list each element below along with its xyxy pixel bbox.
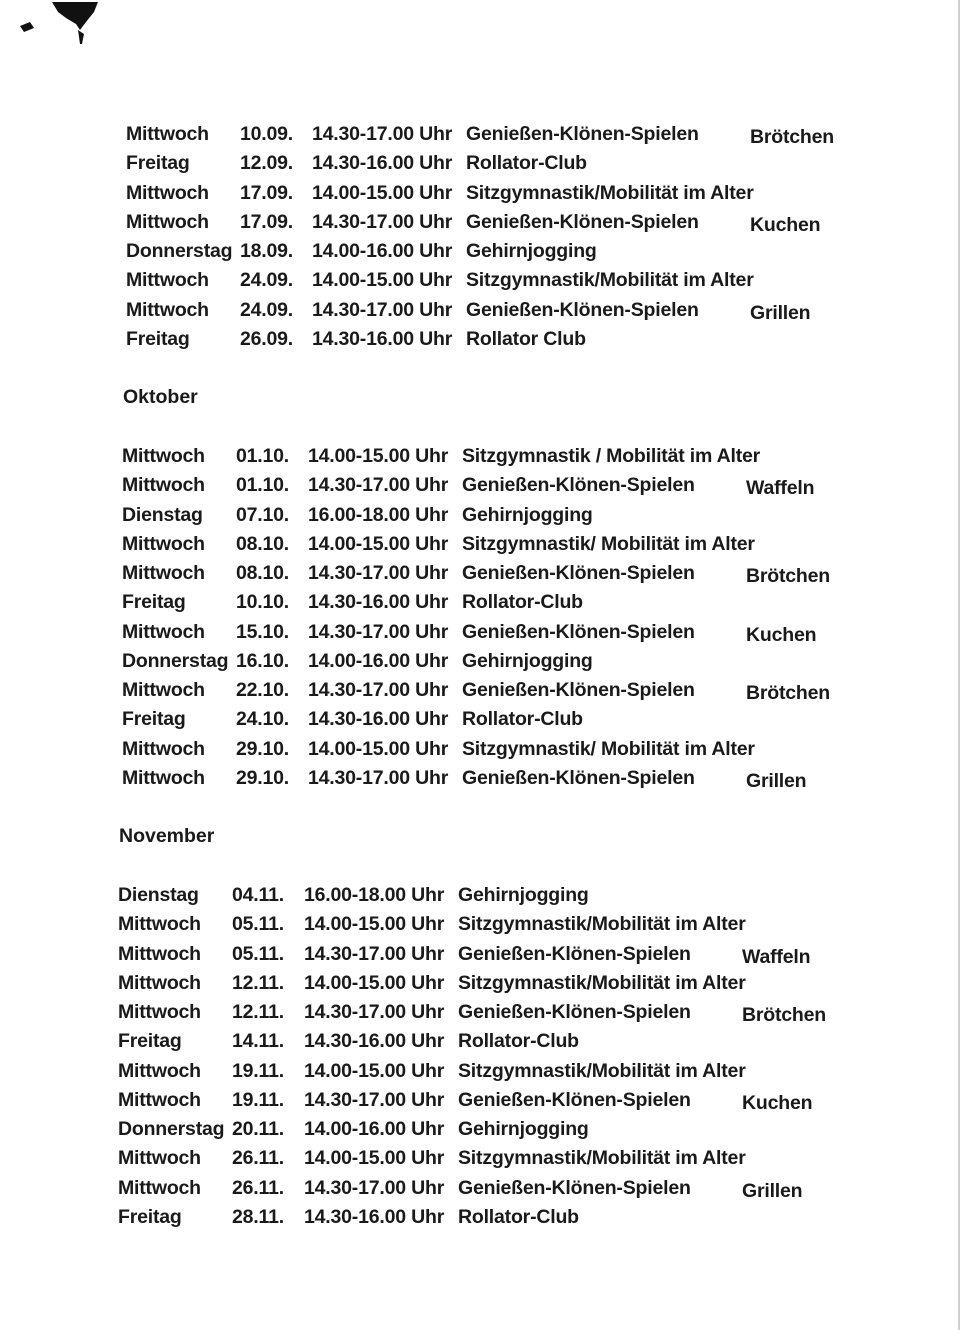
schedule-row	[126, 237, 960, 265]
weekday-cell: Mittwoch	[126, 210, 209, 233]
date-cell: 07.10.	[236, 503, 290, 526]
time-cell: 14.00-15.00 Uhr	[304, 1059, 445, 1082]
time-cell: 14.30-17.00 Uhr	[308, 766, 449, 789]
month-heading-november: November	[119, 825, 215, 847]
date-cell: 29.10.	[236, 737, 290, 760]
activity-cell: Genießen-Klönen-Spielen	[462, 474, 695, 497]
activity-cell: Genießen-Klönen-Spielen	[458, 1176, 691, 1199]
time-cell: 14.30-17.00 Uhr	[304, 1001, 445, 1024]
time-cell: 14.30-17.00 Uhr	[308, 474, 449, 497]
weekday-cell: Freitag	[118, 1205, 182, 1228]
date-cell: 16.10.	[236, 649, 290, 672]
schedule-row	[122, 705, 960, 733]
activity-cell: Rollator-Club	[462, 591, 583, 614]
time-cell: 14.30-16.00 Uhr	[304, 1205, 445, 1228]
date-cell: 28.11.	[232, 1205, 284, 1228]
date-cell: 24.09.	[240, 269, 294, 292]
weekday-cell: Mittwoch	[122, 620, 205, 643]
weekday-cell: Freitag	[126, 327, 190, 350]
schedule-row	[126, 296, 960, 324]
time-cell: 14.00-16.00 Uhr	[312, 240, 453, 263]
activity-cell: Sitzgymnastik/Mobilität im Alter	[458, 913, 746, 936]
time-cell: 14.30-17.00 Uhr	[312, 123, 453, 145]
time-cell: 14.00-15.00 Uhr	[308, 532, 449, 555]
schedule-row	[126, 266, 960, 294]
activity-cell: Genießen-Klönen-Spielen	[458, 1001, 691, 1024]
date-cell: 01.10.	[236, 474, 290, 497]
schedule-row	[118, 969, 960, 997]
schedule-row	[118, 1086, 960, 1114]
date-cell: 08.10.	[236, 562, 290, 585]
date-cell: 08.10.	[236, 532, 290, 555]
activity-cell: Genießen-Klönen-Spielen	[466, 210, 699, 233]
activity-cell: Sitzgymnastik/Mobilität im Alter	[466, 269, 754, 292]
date-cell: 20.11.	[232, 1118, 284, 1141]
time-cell: 14.00-15.00 Uhr	[312, 269, 453, 292]
schedule-row	[122, 647, 960, 675]
time-cell: 14.00-16.00 Uhr	[308, 649, 449, 672]
weekday-cell: Mittwoch	[126, 269, 209, 292]
activity-cell: Rollator-Club	[458, 1030, 579, 1053]
schedule-row	[118, 910, 960, 938]
activity-cell: Sitzgymnastik/Mobilität im Alter	[458, 1147, 746, 1170]
date-cell: 26.11.	[232, 1147, 284, 1170]
weekday-cell: Donnerstag	[118, 1118, 225, 1141]
activity-cell: Genießen-Klönen-Spielen	[462, 679, 695, 702]
activity-cell: Genießen-Klönen-Spielen	[462, 620, 695, 643]
ink-blot-mark	[14, 0, 104, 48]
weekday-cell: Mittwoch	[126, 123, 209, 145]
note-cell: Brötchen	[750, 126, 834, 148]
schedule-row	[118, 1027, 960, 1055]
date-cell: 12.11.	[232, 1001, 284, 1024]
note-cell: Kuchen	[750, 213, 821, 236]
date-cell: 24.10.	[236, 708, 290, 731]
date-cell: 14.11.	[232, 1030, 284, 1053]
schedule-row	[126, 149, 960, 177]
date-cell: 05.11.	[232, 942, 284, 965]
time-cell: 14.30-17.00 Uhr	[304, 1176, 445, 1199]
schedule-row	[122, 618, 960, 646]
time-cell: 14.30-17.00 Uhr	[304, 1088, 445, 1111]
weekday-cell: Mittwoch	[118, 1088, 201, 1111]
time-cell: 14.30-17.00 Uhr	[312, 298, 453, 321]
date-cell: 10.10.	[236, 591, 290, 614]
weekday-cell: Mittwoch	[122, 766, 205, 789]
schedule-row	[118, 1203, 960, 1231]
activity-cell: Rollator-Club	[458, 1205, 579, 1228]
activity-cell: Gehirnjogging	[466, 240, 597, 263]
activity-cell: Genießen-Klönen-Spielen	[458, 942, 691, 965]
schedule-row	[122, 559, 960, 587]
activity-cell: Rollator-Club	[466, 152, 587, 175]
time-cell: 14.30-17.00 Uhr	[308, 679, 449, 702]
schedule-row	[122, 764, 960, 792]
schedule-row	[118, 1144, 960, 1172]
time-cell: 14.30-17.00 Uhr	[304, 942, 445, 965]
schedule-row	[122, 676, 960, 704]
schedule-row	[122, 471, 960, 499]
date-cell: 29.10.	[236, 766, 290, 789]
date-cell: 12.09.	[240, 152, 294, 175]
date-cell: 05.11.	[232, 913, 284, 936]
weekday-cell: Mittwoch	[118, 942, 201, 965]
note-cell: Grillen	[742, 1179, 803, 1202]
schedule-row	[122, 735, 960, 763]
weekday-cell: Mittwoch	[126, 181, 209, 204]
time-cell: 14.00-15.00 Uhr	[304, 971, 445, 994]
schedule-row	[126, 325, 960, 353]
weekday-cell: Mittwoch	[126, 298, 209, 321]
schedule-row	[118, 998, 960, 1026]
time-cell: 14.30-16.00 Uhr	[308, 591, 449, 614]
time-cell: 14.30-17.00 Uhr	[308, 620, 449, 643]
weekday-cell: Dienstag	[122, 503, 203, 526]
date-cell: 12.11.	[232, 971, 284, 994]
note-cell: Grillen	[746, 769, 807, 792]
time-cell: 16.00-18.00 Uhr	[308, 503, 449, 526]
schedule-row	[122, 530, 960, 558]
date-cell: 19.11.	[232, 1059, 284, 1082]
activity-cell: Genießen-Klönen-Spielen	[462, 562, 695, 585]
activity-cell: Sitzgymnastik/Mobilität im Alter	[466, 181, 754, 204]
weekday-cell: Mittwoch	[118, 971, 201, 994]
activity-cell: Sitzgymnastik/Mobilität im Alter	[458, 1059, 746, 1082]
activity-cell: Gehirnjogging	[462, 649, 593, 672]
activity-cell: Gehirnjogging	[458, 884, 589, 906]
note-cell: Kuchen	[742, 1091, 813, 1114]
weekday-cell: Dienstag	[118, 884, 199, 906]
weekday-cell: Freitag	[118, 1030, 182, 1053]
schedule-row	[118, 1057, 960, 1085]
activity-cell: Rollator-Club	[462, 708, 583, 731]
date-cell: 17.09.	[240, 181, 294, 204]
time-cell: 14.30-16.00 Uhr	[312, 152, 453, 175]
weekday-cell: Donnerstag	[126, 240, 233, 263]
note-cell: Grillen	[750, 301, 811, 324]
note-cell: Brötchen	[746, 565, 830, 588]
schedule-row	[126, 179, 960, 207]
schedule-row	[122, 588, 960, 616]
date-cell: 15.10.	[236, 620, 290, 643]
weekday-cell: Freitag	[122, 591, 186, 614]
time-cell: 14.00-16.00 Uhr	[304, 1118, 445, 1141]
time-cell: 14.30-16.00 Uhr	[312, 327, 453, 350]
activity-cell: Genießen-Klönen-Spielen	[466, 123, 699, 145]
weekday-cell: Mittwoch	[122, 679, 205, 702]
activity-cell: Genießen-Klönen-Spielen	[458, 1088, 691, 1111]
activity-cell: Rollator Club	[466, 327, 586, 350]
date-cell: 18.09.	[240, 240, 294, 263]
note-cell: Waffeln	[746, 477, 815, 500]
activity-cell: Sitzgymnastik/ Mobilität im Alter	[462, 737, 755, 760]
weekday-cell: Donnerstag	[122, 649, 229, 672]
date-cell: 22.10.	[236, 679, 290, 702]
time-cell: 16.00-18.00 Uhr	[304, 884, 445, 906]
weekday-cell: Mittwoch	[122, 532, 205, 555]
time-cell: 14.00-15.00 Uhr	[304, 913, 445, 936]
time-cell: 14.30-17.00 Uhr	[312, 210, 453, 233]
note-cell: Waffeln	[742, 945, 811, 968]
date-cell: 24.09.	[240, 298, 294, 321]
activity-cell: Genießen-Klönen-Spielen	[462, 766, 695, 789]
weekday-cell: Mittwoch	[118, 1176, 201, 1199]
month-heading-oktober: Oktober	[123, 386, 198, 408]
weekday-cell: Mittwoch	[122, 445, 205, 467]
time-cell: 14.30-16.00 Uhr	[304, 1030, 445, 1053]
note-cell: Brötchen	[746, 682, 830, 705]
schedule-row	[122, 442, 960, 470]
schedule-row	[118, 1174, 960, 1202]
time-cell: 14.00-15.00 Uhr	[308, 737, 449, 760]
activity-cell: Genießen-Klönen-Spielen	[466, 298, 699, 321]
weekday-cell: Freitag	[122, 708, 186, 731]
note-cell: Kuchen	[746, 623, 817, 646]
schedule-row	[118, 1115, 960, 1143]
activity-cell: Sitzgymnastik / Mobilität im Alter	[462, 445, 761, 467]
activity-cell: Sitzgymnastik/Mobilität im Alter	[458, 971, 746, 994]
weekday-cell: Mittwoch	[122, 562, 205, 585]
activity-cell: Sitzgymnastik/ Mobilität im Alter	[462, 532, 755, 555]
note-cell: Brötchen	[742, 1004, 826, 1027]
date-cell: 26.09.	[240, 327, 294, 350]
date-cell: 10.09.	[240, 123, 294, 145]
weekday-cell: Mittwoch	[118, 1147, 201, 1170]
date-cell: 04.11.	[232, 884, 284, 906]
weekday-cell: Mittwoch	[118, 1001, 201, 1024]
activity-cell: Gehirnjogging	[462, 503, 593, 526]
weekday-cell: Mittwoch	[118, 913, 201, 936]
weekday-cell: Mittwoch	[122, 474, 205, 497]
schedule-row	[118, 881, 960, 909]
activity-cell: Gehirnjogging	[458, 1118, 589, 1141]
schedule-row	[122, 501, 960, 529]
date-cell: 01.10.	[236, 445, 290, 467]
time-cell: 14.30-17.00 Uhr	[308, 562, 449, 585]
date-cell: 17.09.	[240, 210, 294, 233]
schedule-row	[118, 940, 960, 968]
weekday-cell: Freitag	[126, 152, 190, 175]
date-cell: 19.11.	[232, 1088, 284, 1111]
time-cell: 14.30-16.00 Uhr	[308, 708, 449, 731]
time-cell: 14.00-15.00 Uhr	[304, 1147, 445, 1170]
schedule-row	[126, 208, 960, 236]
time-cell: 14.00-15.00 Uhr	[312, 181, 453, 204]
weekday-cell: Mittwoch	[122, 737, 205, 760]
weekday-cell: Mittwoch	[118, 1059, 201, 1082]
schedule-row	[126, 120, 960, 148]
time-cell: 14.00-15.00 Uhr	[308, 445, 449, 467]
date-cell: 26.11.	[232, 1176, 284, 1199]
